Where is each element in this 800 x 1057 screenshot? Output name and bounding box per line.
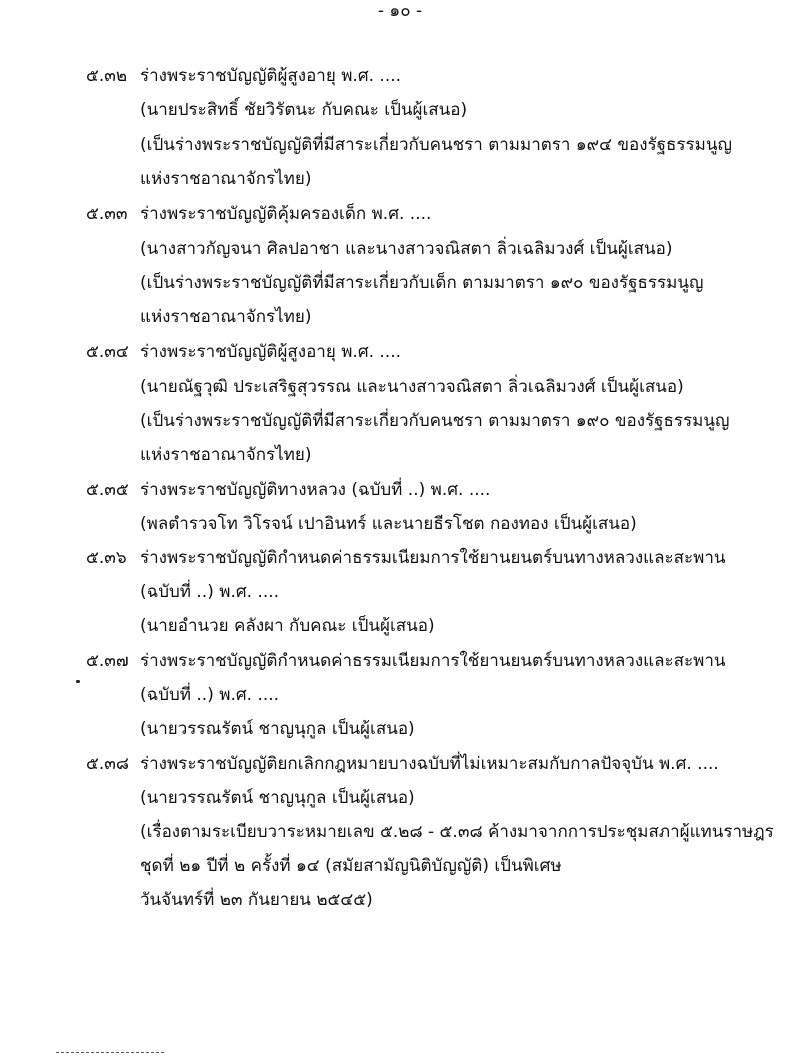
item-number: ๕.๓๒	[86, 66, 128, 86]
item-line: (นายวรรณรัตน์ ชาญนุกูล เป็นผู้เสนอ)	[140, 719, 415, 739]
item-line: (นายอำนวย คลังผา กับคณะ เป็นผู้เสนอ)	[140, 616, 435, 636]
stray-mark	[76, 680, 80, 683]
item-line: (นายประสิทธิ์ ชัยวิรัตนะ กับคณะ เป็นผู้เสนอ)	[140, 100, 468, 120]
item-line: (เป็นร่างพระราชบัญญัติที่มีสาระเกี่ยวกับคนชรา ตามมาตรา ๑๙๐ ของรัฐธรรมนูญ	[140, 411, 730, 431]
item-title: ร่างพระราชบัญญัติทางหลวง (ฉบับที่ ..) พ.ศ. ....	[140, 480, 491, 500]
item-line: วันจันทร์ที่ ๒๓ กันยายน ๒๕๔๕)	[140, 890, 373, 910]
item-title: ร่างพระราชบัญญัติกำหนดค่าธรรมเนียมการใช้ยานยนตร์บนทางหลวงและสะพาน	[140, 651, 726, 671]
item-number: ๕.๓๓	[86, 204, 128, 224]
item-line: (ฉบับที่ ..) พ.ศ. ....	[140, 685, 280, 705]
item-line: (เป็นร่างพระราชบัญญัติที่มีสาระเกี่ยวกับเด็ก ตามมาตรา ๑๙๐ ของรัฐธรรมนูญ	[140, 273, 704, 293]
item-line: แห่งราชอาณาจักรไทย)	[140, 307, 312, 327]
item-line: แห่งราชอาณาจักรไทย)	[140, 445, 312, 465]
item-number: ๕.๓๔	[86, 342, 129, 362]
item-line: (ฉบับที่ ..) พ.ศ. ....	[140, 582, 280, 602]
item-number: ๕.๓๗	[86, 651, 129, 671]
item-title: ร่างพระราชบัญญัติผู้สูงอายุ พ.ศ. ....	[140, 66, 402, 86]
item-number: ๕.๓๘	[86, 754, 130, 774]
item-number: ๕.๓๕	[86, 480, 129, 500]
item-title: ร่างพระราชบัญญัติผู้สูงอายุ พ.ศ. ....	[140, 342, 402, 362]
item-line: (พลตำรวจโท วิโรจน์ เปาอินทร์ และนายธีรโชต กองทอง เป็นผู้เสนอ)	[140, 514, 637, 534]
item-title: ร่างพระราชบัญญัติยกเลิกกฎหมายบางฉบับที่ไม่เหมาะสมกับกาลปัจจุบัน พ.ศ. ....	[140, 754, 719, 774]
item-line: ชุดที่ ๒๑ ปีที่ ๒ ครั้งที่ ๑๔ (สมัยสามัญนิติบัญญัติ) เป็นพิเศษ	[140, 856, 562, 876]
item-line: แห่งราชอาณาจักรไทย)	[140, 169, 312, 189]
item-line: (นางสาวกัญจนา ศิลปอาชา และนางสาวจณิสตา ลิ่วเฉลิมวงศ์ เป็นผู้เสนอ)	[140, 239, 673, 259]
page-number: - ๑๐ -	[377, 1, 423, 21]
item-line: (เป็นร่างพระราชบัญญัติที่มีสาระเกี่ยวกับคนชรา ตามมาตรา ๑๙๔ ของรัฐธรรมนูญ	[140, 135, 732, 155]
item-line: (นายณัฐวุฒิ ประเสริฐสุวรรณ และนางสาวจณิสตา ลิ่วเฉลิมวงศ์ เป็นผู้เสนอ)	[140, 377, 684, 397]
item-line: (นายวรรณรัตน์ ชาญนุกูล เป็นผู้เสนอ)	[140, 788, 415, 808]
item-title: ร่างพระราชบัญญัติคุ้มครองเด็ก พ.ศ. ....	[140, 204, 432, 224]
item-title: ร่างพระราชบัญญัติกำหนดค่าธรรมเนียมการใช้ยานยนตร์บนทางหลวงและสะพาน	[140, 548, 726, 568]
item-line: (เรื่องตามระเบียบวาระหมายเลข ๕.๒๘ - ๕.๓๘ ค้างมาจากการประชุมสภาผู้แทนราษฎร	[140, 822, 774, 842]
item-number: ๕.๓๖	[86, 548, 127, 568]
footer-rule	[56, 1052, 164, 1053]
